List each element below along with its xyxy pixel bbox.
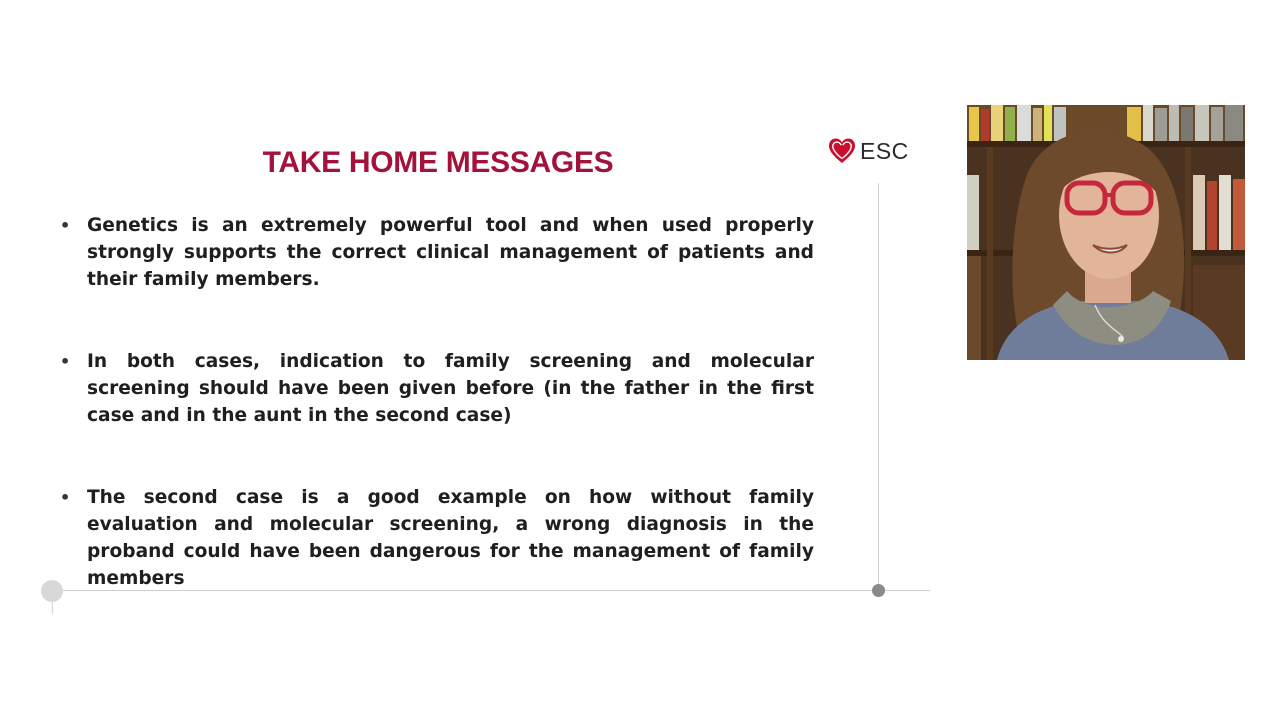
- decorative-circle-left: [41, 580, 63, 602]
- slide-title: TAKE HOME MESSAGES: [262, 146, 614, 179]
- divider-tick: [52, 600, 53, 614]
- bullet-text: The second case is a good example on how without family evaluation and molecular screening, a wrong diagnosis in the proband could have been dangerous for the management of family members: [87, 487, 814, 589]
- bullet-dot: •: [60, 488, 71, 507]
- bullet-list: [60, 212, 814, 647]
- bullet-text: Genetics is an extremely powerful tool and when used properly strongly supports the correct clinical management of patients and their family members.: [87, 215, 814, 290]
- decorative-circle-right: [872, 584, 885, 597]
- esc-logo: [828, 137, 909, 165]
- list-item: [60, 348, 814, 429]
- logo-text: ESC: [860, 137, 909, 164]
- list-item: [60, 484, 814, 592]
- bullet-text: In both cases, indication to family screening and molecular screening should have been given before (in the father in the first case and in the aunt in the second case): [87, 351, 814, 426]
- list-item: [60, 212, 814, 293]
- bullet-dot: •: [60, 216, 71, 235]
- presenter-webcam-video: [967, 105, 1245, 360]
- bullet-dot: •: [60, 352, 71, 371]
- vertical-divider: [878, 183, 879, 591]
- horizontal-divider: [52, 590, 930, 591]
- heart-icon: [828, 137, 856, 165]
- webcam-video: [967, 105, 1245, 360]
